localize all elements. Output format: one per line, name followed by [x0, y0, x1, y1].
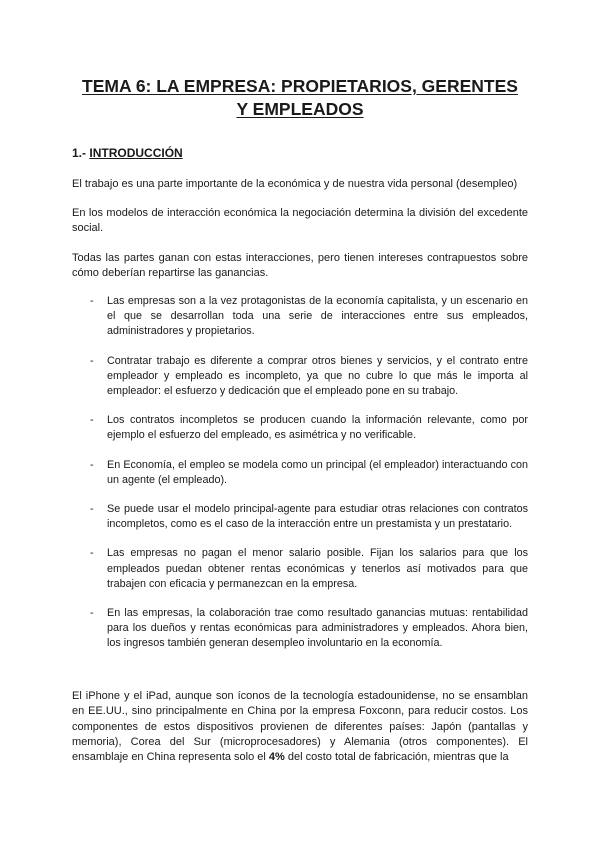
- paragraph: El trabajo es una parte importante de la económica y de nuestra vida personal (desempleo): [72, 178, 518, 190]
- bullet-text: Los contratos incompletos se producen cuando la información relevante, como por ejemplo el esfuerzo del empleado, es asimétrica y no verificable.: [107, 414, 528, 442]
- document-title: [60, 75, 540, 121]
- bullet-item: [72, 413, 528, 443]
- bullet-dash: -: [90, 607, 94, 620]
- bullet-text: Contratar trabajo es diferente a comprar otros bienes y servicios, y el contrato entre empleador y empleado es incompleto, ya que no cubre lo que más le importa al empleador: el esfuerzo y dedicación que el empleado pone en su trabajo.: [107, 354, 528, 398]
- bullet-text: Las empresas no pagan el menor salario posible. Fijan los salarios para que los empleados puedan obtener rentas económicas y tenerlos así motivados para que trabajen con eficacia y permanezcan en la empresa.: [107, 547, 528, 590]
- bullet-item: [72, 294, 528, 340]
- closing-paragraph: [72, 689, 528, 765]
- closing-text-end: del costo total de fabricación, mientras que la: [287, 751, 509, 764]
- closing-text-start: El iPhone y el iPad, aunque son íconos de la tecnología estadounidense, no se ensamblan en EE.UU., sino principalmente en China por la empresa Foxconn, para reducir costos. Los componentes de estos dispositivos provienen de diferentes países: Japón (pantallas y memoria), Corea del Sur (microprocesadores) y Alemania (otros componentes). El ensamblaje en China representa solo el: [72, 690, 528, 764]
- bullet-text: En las empresas, la colaboración trae como resultado ganancias mutuas: rentabilidad para los dueños y rentas económicas para administradores y empleados. Ahora bien, los ingresos también generan desempleo involuntario en la economía.: [107, 607, 528, 650]
- bullet-item: [72, 458, 528, 488]
- bullet-item: [72, 502, 528, 532]
- section-title: INTRODUCCIÓN: [89, 146, 183, 160]
- bullet-dash: -: [90, 414, 94, 427]
- bullet-dash: -: [90, 458, 94, 471]
- bullet-item: [72, 606, 528, 652]
- bullet-text: En Economía, el empleo se modela como un principal (el empleador) interactuando con un agente (el empleado).: [107, 458, 528, 486]
- section-heading: [72, 146, 183, 160]
- title-line-1: TEMA 6: LA EMPRESA: PROPIETARIOS, GERENTES: [82, 76, 518, 96]
- section-number: 1.-: [72, 146, 87, 160]
- bullet-dash: -: [90, 503, 94, 516]
- bullet-text: Las empresas son a la vez protagonistas de la economía capitalista, y un escenario en el que se desarrollan toda una serie de interacciones entre sus empleados, administradores y propietarios.: [107, 295, 528, 338]
- bullet-item: [72, 546, 528, 592]
- title-line-2: Y EMPLEADOS: [236, 99, 364, 119]
- paragraph: Todas las partes ganan con estas interacciones, pero tienen intereses contrapuestos sobre cómo deberían repartirse las ganancias.: [72, 252, 528, 280]
- bullet-list: [72, 294, 528, 666]
- bullet-dash: -: [90, 547, 94, 560]
- bullet-dash: -: [90, 295, 94, 307]
- bullet-item: [72, 354, 528, 400]
- closing-percentage: 4%: [268, 751, 285, 764]
- bullet-dash: -: [90, 354, 94, 367]
- paragraph: En los modelos de interacción económica la negociación determina la división del excedente social.: [72, 207, 528, 235]
- bullet-text: Se puede usar el modelo principal-agente para estudiar otras relaciones con contratos incompletos, como es el caso de la interacción entre un prestamista y un prestatario.: [107, 503, 528, 531]
